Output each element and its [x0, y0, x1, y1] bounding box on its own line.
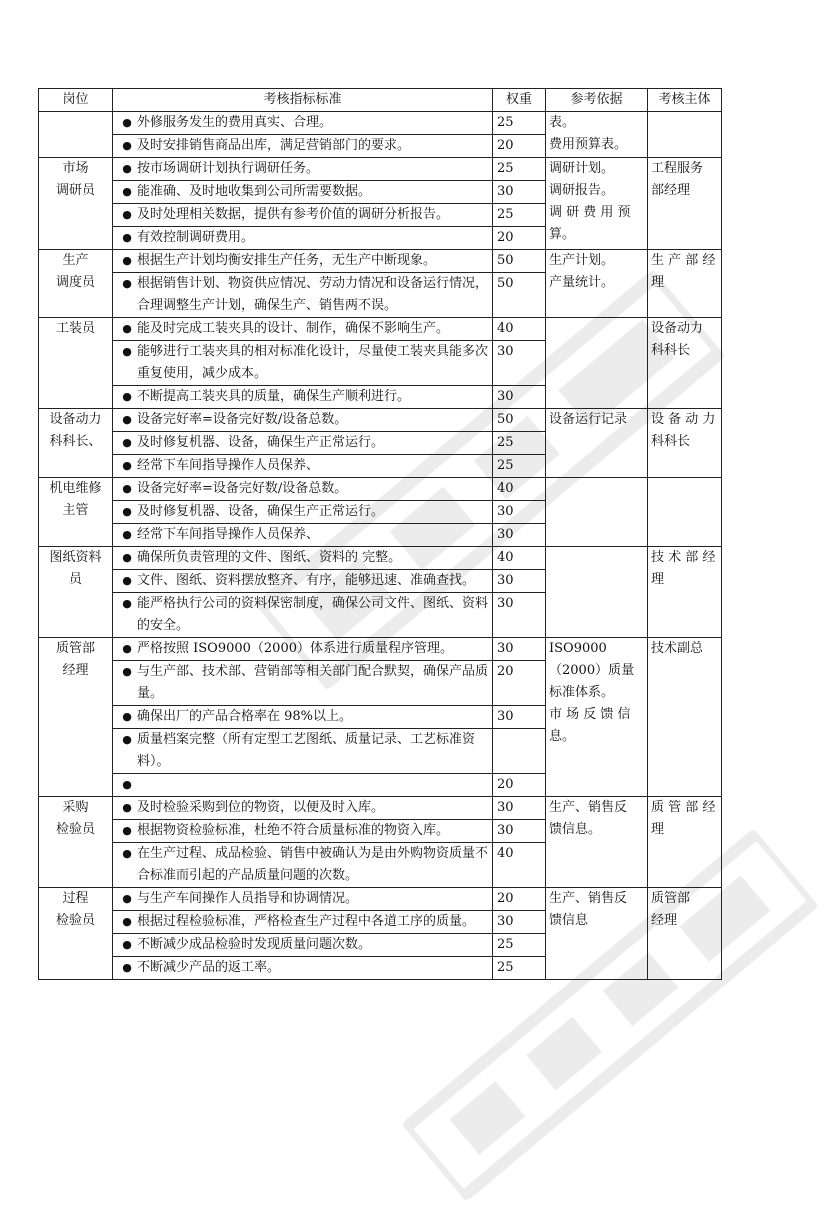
criteria-item [113, 455, 492, 477]
basis-cell: 生产、销售反 馈信息。 [546, 797, 648, 888]
weight-value: 40 [493, 478, 545, 501]
criteria-text: 在生产过程、成品检验、销售中被确认为是由外购物资质量不合标准而引起的产品质量问题的次数。 [137, 846, 489, 883]
criteria-list [113, 250, 492, 317]
criteria-item [113, 112, 492, 135]
bullet-icon: ● [122, 139, 132, 152]
weight-value: 30 [493, 706, 545, 729]
weight-value: 50 [493, 409, 545, 432]
weight-value: 30 [493, 570, 545, 593]
subject-cell: 生 产 部 经 理 [648, 250, 722, 318]
criteria-item [113, 797, 492, 820]
bullet-icon: ● [122, 413, 132, 426]
bullet-icon: ● [122, 322, 132, 335]
basis-cell: 表。 费用预算表。 [546, 112, 648, 158]
criteria-item [113, 570, 492, 593]
criteria-list [113, 888, 492, 979]
bullet-icon: ● [122, 778, 132, 791]
header-weight: 权重 [493, 89, 546, 112]
criteria-text: 设备完好率=设备完好数/设备总数。 [137, 412, 348, 427]
criteria-text: 不断提高工装夹具的质量，确保生产顺利进行。 [137, 389, 411, 404]
weight-value: 30 [493, 181, 545, 204]
table-row [39, 250, 722, 318]
post-cell: 生产 调度员 [39, 250, 113, 318]
criteria-item [113, 318, 492, 341]
bullet-icon: ● [122, 231, 132, 244]
weight-cell [493, 478, 546, 547]
weight-value: 40 [493, 547, 545, 570]
bullet-icon: ● [122, 277, 132, 290]
post-cell [39, 112, 113, 158]
criteria-text: 设备完好率=设备完好数/设备总数。 [137, 481, 348, 496]
criteria-cell [113, 547, 493, 638]
criteria-item [113, 432, 492, 455]
header-basis: 参考依据 [546, 89, 648, 112]
weight-value: 20 [497, 138, 514, 153]
assessment-table [38, 88, 722, 980]
criteria-item [113, 273, 492, 317]
criteria-item [113, 593, 492, 637]
criteria-text: 及时安排销售商品出库，满足营销部门的要求。 [137, 138, 411, 153]
post-cell: 市场 调研员 [39, 158, 113, 250]
weight-value: 20 [493, 888, 545, 911]
criteria-list [113, 112, 492, 157]
weight-value [493, 729, 545, 774]
criteria-item [113, 706, 492, 729]
weight-value: 30 [497, 596, 514, 611]
weight-cell [493, 547, 546, 638]
subject-cell: 设 备 动 力 科科长 [648, 409, 722, 478]
criteria-text: 确保出厂的产品合格率在 98%以上。 [137, 709, 353, 724]
weight-value: 30 [497, 527, 514, 542]
subject-cell: 质管部 经理 [648, 888, 722, 980]
basis-cell [546, 318, 648, 409]
bullet-icon: ● [122, 116, 132, 129]
weight-value: 20 [497, 777, 514, 792]
weight-value: 25 [497, 458, 514, 473]
criteria-item [113, 820, 492, 843]
bullet-icon: ● [122, 162, 132, 175]
bullet-icon: ● [122, 208, 132, 221]
basis-cell: 生产计划。 产量统计。 [546, 250, 648, 318]
subject-cell: 设备动力 科科长 [648, 318, 722, 409]
post-cell: 工装员 [39, 318, 113, 409]
criteria-item [113, 135, 492, 157]
criteria-list [113, 158, 492, 249]
header-subject: 考核主体 [648, 89, 722, 112]
criteria-text: 文件、图纸、资料摆放整齐、有序，能够迅速、准确查找。 [137, 573, 476, 588]
criteria-text: 经常下车间指导操作人员保养、 [137, 527, 320, 542]
bullet-icon: ● [122, 459, 132, 472]
table-body [39, 112, 722, 980]
subject-cell: 技术副总 [648, 638, 722, 797]
criteria-item [113, 501, 492, 524]
weight-value: 25 [493, 158, 545, 181]
bullet-icon: ● [122, 847, 132, 860]
basis-cell [546, 547, 648, 638]
criteria-text: 质量档案完整（所有定型工艺图纸、质量记录、工艺标准资料）。 [137, 732, 476, 769]
criteria-item [113, 774, 492, 796]
criteria-item [113, 181, 492, 204]
weight-cell [493, 888, 546, 980]
weight-value: 25 [493, 204, 545, 227]
weight-cell [493, 158, 546, 250]
criteria-item [113, 729, 492, 774]
criteria-list [113, 797, 492, 887]
weight-value: 50 [493, 250, 545, 273]
criteria-cell [113, 158, 493, 250]
subject-cell: 技 术 部 经 理 [648, 547, 722, 638]
criteria-list [113, 478, 492, 546]
criteria-item [113, 227, 492, 249]
post-cell: 机电维修 主管 [39, 478, 113, 547]
criteria-text: 能准确、及时地收集到公司所需要数据。 [137, 184, 372, 199]
bullet-icon: ● [122, 733, 132, 746]
criteria-list [113, 547, 492, 637]
criteria-text [137, 774, 492, 796]
criteria-cell [113, 250, 493, 318]
criteria-text: 根据销售计划、物资供应情况、劳动力情况和设备运行情况，合理调整生产计划，确保生产、销售两不误。 [137, 276, 489, 313]
weight-value: 30 [493, 820, 545, 843]
criteria-text: 能够进行工装夹具的相对标准化设计，尽量使工装夹具能多次重复使用，减少成本。 [137, 344, 489, 381]
bullet-icon: ● [122, 505, 132, 518]
table-header-row [39, 89, 722, 112]
criteria-text: 不断减少成品检验时发现质量问题次数。 [137, 937, 372, 952]
bullet-icon: ● [122, 938, 132, 951]
bullet-icon: ● [122, 642, 132, 655]
table-row [39, 478, 722, 547]
criteria-item [113, 524, 492, 546]
subject-cell: 工程服务 部经理 [648, 158, 722, 250]
basis-cell: 生产、销售反 馈信息 [546, 888, 648, 980]
criteria-cell [113, 478, 493, 547]
weight-value: 25 [497, 960, 514, 975]
table-row [39, 158, 722, 250]
criteria-item [113, 638, 492, 661]
criteria-cell [113, 797, 493, 888]
criteria-item [113, 934, 492, 957]
weight-value: 40 [497, 846, 514, 861]
criteria-item [113, 204, 492, 227]
weight-cell [493, 638, 546, 797]
table-row [39, 888, 722, 980]
bullet-icon: ● [122, 345, 132, 358]
bullet-icon: ● [122, 597, 132, 610]
criteria-item [113, 843, 492, 887]
bullet-icon: ● [122, 665, 132, 678]
weight-cell [493, 112, 546, 158]
weight-cell [493, 409, 546, 478]
criteria-cell [113, 409, 493, 478]
basis-cell: 设备运行记录 [546, 409, 648, 478]
criteria-item [113, 547, 492, 570]
criteria-text: 按市场调研计划执行调研任务。 [137, 161, 320, 176]
table-row [39, 112, 722, 158]
criteria-list [113, 409, 492, 477]
bullet-icon: ● [122, 482, 132, 495]
post-cell: 过程 检验员 [39, 888, 113, 980]
header-criteria: 考核指标标准 [113, 89, 493, 112]
bullet-icon: ● [122, 436, 132, 449]
bullet-icon: ● [122, 574, 132, 587]
criteria-text: 根据过程检验标准，严格检查生产过程中各道工序的质量。 [137, 914, 476, 929]
bullet-icon: ● [122, 801, 132, 814]
criteria-text: 与生产部、技术部、营销部等相关部门配合默契，确保产品质量。 [137, 664, 489, 701]
table-row [39, 318, 722, 409]
header-post: 岗位 [39, 89, 113, 112]
criteria-item [113, 957, 492, 979]
weight-value: 30 [493, 501, 545, 524]
bullet-icon: ● [122, 551, 132, 564]
criteria-text: 及时修复机器、设备，确保生产正常运行。 [137, 435, 385, 450]
criteria-text: 能及时完成工装夹具的设计、制作，确保不影响生产。 [137, 321, 450, 336]
basis-cell: 调研计划。 调研报告。 调 研 费 用 预 算。 [546, 158, 648, 250]
criteria-text: 严格按照 ISO9000（2000）体系进行质量程序管理。 [137, 641, 453, 656]
post-cell: 设备动力 科科长、 [39, 409, 113, 478]
criteria-item [113, 478, 492, 501]
weight-value: 50 [497, 276, 514, 291]
criteria-item [113, 158, 492, 181]
criteria-item [113, 341, 492, 386]
criteria-list [113, 318, 492, 408]
criteria-cell [113, 638, 493, 797]
weight-value: 20 [493, 661, 545, 706]
criteria-item [113, 911, 492, 934]
criteria-cell [113, 112, 493, 158]
basis-cell [546, 478, 648, 547]
criteria-text: 经常下车间指导操作人员保养、 [137, 458, 320, 473]
weight-cell [493, 250, 546, 318]
weight-cell [493, 318, 546, 409]
bullet-icon: ● [122, 254, 132, 267]
criteria-item [113, 386, 492, 408]
criteria-text: 确保所负责管理的文件、图纸、资料的 完整。 [137, 550, 402, 565]
weight-value: 25 [493, 112, 545, 135]
table-row [39, 409, 722, 478]
criteria-text: 外修服务发生的费用真实、合理。 [137, 115, 333, 130]
weight-value: 20 [497, 230, 514, 245]
criteria-cell [113, 318, 493, 409]
post-cell: 质管部 经理 [39, 638, 113, 797]
criteria-item [113, 661, 492, 706]
table-row [39, 547, 722, 638]
bullet-icon: ● [122, 915, 132, 928]
bullet-icon: ● [122, 390, 132, 403]
post-cell: 采购 检验员 [39, 797, 113, 888]
basis-cell: ISO9000 （2000）质量 标准体系。 市 场 反 馈 信 息。 [546, 638, 648, 797]
subject-cell [648, 478, 722, 547]
criteria-text: 根据生产计划均衡安排生产任务，无生产中断现象。 [137, 253, 437, 268]
criteria-item [113, 409, 492, 432]
weight-value: 25 [493, 432, 545, 455]
bullet-icon: ● [122, 824, 132, 837]
criteria-item [113, 888, 492, 911]
weight-value: 30 [493, 341, 545, 386]
bullet-icon: ● [122, 528, 132, 541]
weight-value: 25 [493, 934, 545, 957]
criteria-text: 根据物资检验标准，杜绝不符合质量标准的物资入库。 [137, 823, 450, 838]
criteria-text: 及时修复机器、设备，确保生产正常运行。 [137, 504, 385, 519]
criteria-text: 有效控制调研费用。 [137, 230, 255, 245]
weight-value: 30 [497, 389, 514, 404]
bullet-icon: ● [122, 185, 132, 198]
criteria-text: 及时处理相关数据，提供有参考价值的调研分析报告。 [137, 207, 450, 222]
table-row [39, 797, 722, 888]
weight-value: 30 [493, 911, 545, 934]
criteria-text: 能严格执行公司的资料保密制度，确保公司文件、图纸、资料的安全。 [137, 596, 489, 633]
bullet-icon: ● [122, 892, 132, 905]
bullet-icon: ● [122, 961, 132, 974]
bullet-icon: ● [122, 710, 132, 723]
criteria-text: 与生产车间操作人员指导和协调情况。 [137, 891, 359, 906]
criteria-text: 及时检验采购到位的物资，以便及时入库。 [137, 800, 385, 815]
subject-cell: 质 管 部 经 理 [648, 797, 722, 888]
weight-cell [493, 797, 546, 888]
weight-value: 30 [493, 638, 545, 661]
criteria-list [113, 638, 492, 796]
subject-cell [648, 112, 722, 158]
table-row [39, 638, 722, 797]
weight-value: 40 [493, 318, 545, 341]
criteria-item [113, 250, 492, 273]
criteria-text: 不断减少产品的返工率。 [137, 960, 281, 975]
criteria-cell [113, 888, 493, 980]
post-cell: 图纸资料 员 [39, 547, 113, 638]
weight-value: 30 [493, 797, 545, 820]
